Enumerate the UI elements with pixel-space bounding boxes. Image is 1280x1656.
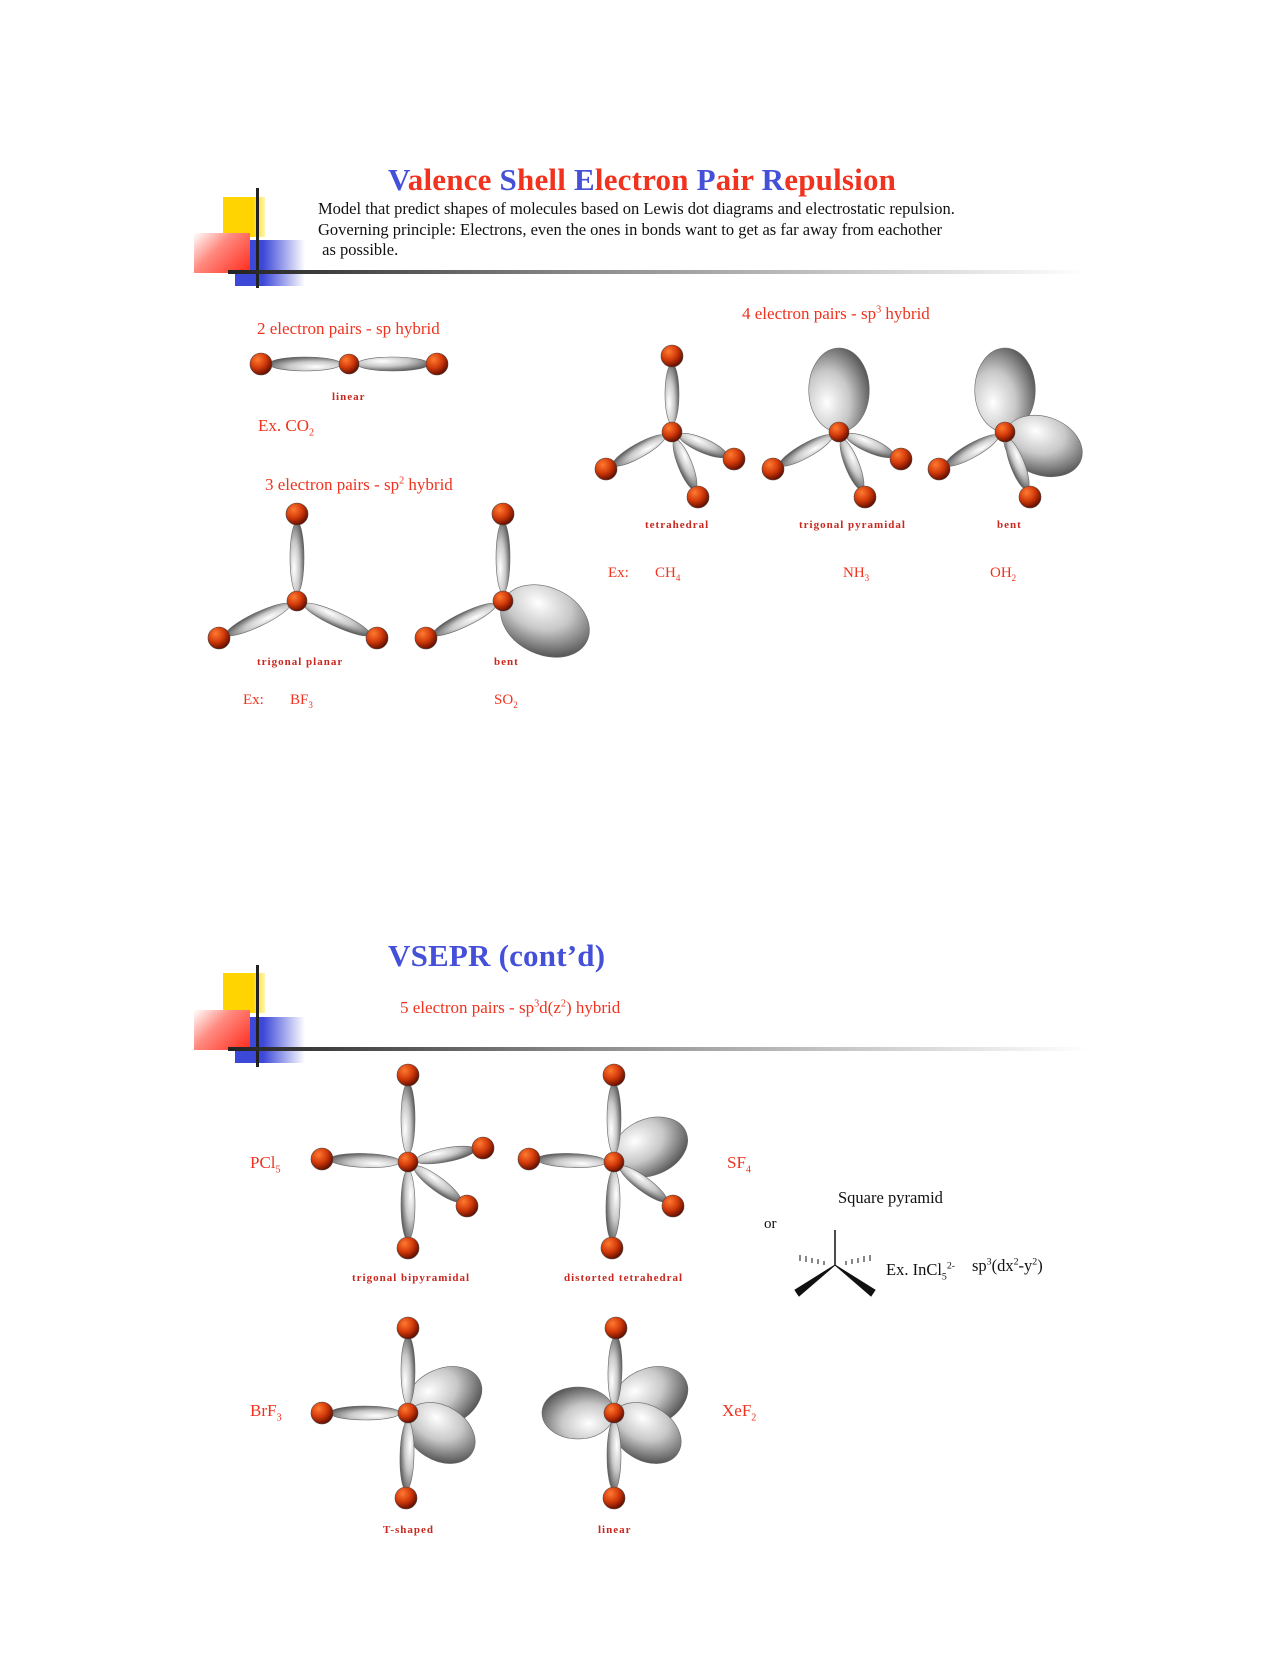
lone-pair-lobe [542,1387,614,1439]
ligand-atom [311,1402,333,1424]
central-atom [339,354,359,374]
central-atom [398,1152,418,1172]
example-bf3 [290,692,313,710]
slide1-subtitle [318,199,955,261]
f: Ex. InCl [886,1260,942,1279]
title-letter: V [388,162,408,197]
s: 2 [1032,1256,1038,1268]
example-ch4 [655,565,680,583]
s: 2 [1011,573,1017,583]
example-so2 [494,692,518,710]
s: 5 [941,1271,947,1283]
charge: 2- [946,1260,956,1272]
example-nh3 [843,565,869,583]
s: 4 [745,1164,752,1176]
ligand-atom [661,345,683,367]
ligand-atom [208,627,230,649]
shape-label-bent-2: bent [997,519,1022,531]
p: sp [972,1256,987,1275]
s: 2 [1013,1256,1019,1268]
shape-label-t-shaped: T-shaped [383,1524,435,1536]
h-pre: 5 electron pairs - sp [400,998,535,1017]
bond-lobe [943,430,1002,471]
f: OH [990,565,1012,581]
subtitle-line: Model that predict shapes of molecules based on Lewis dot diagrams and electrostatic repulsion. [318,199,955,218]
s: 3 [276,1412,282,1424]
slide1-title [388,162,896,198]
h-sup2: 2 [560,998,566,1010]
bond-lobe [607,1083,621,1154]
ligand-atom [687,486,709,508]
shape-label-bent: bent [494,656,519,668]
title-letter: S [499,162,517,197]
ligand-atom [397,1237,419,1259]
ex-label-2: Ex: [608,565,629,581]
example-sf4 [727,1153,751,1175]
s: 5 [275,1164,281,1176]
s: 3 [864,573,870,583]
ex-formula: CO [285,416,310,435]
ligand-atom [762,458,784,480]
bond-lobe [430,598,499,641]
bond-lobe [290,522,304,593]
square-pyramid-label: Square pyramid [838,1188,943,1207]
bond-lobe [301,598,372,641]
bond-lobe [496,522,510,593]
brf3-t-shaped [311,1317,492,1509]
h-post: hybrid [881,304,930,323]
central-atom [662,422,682,442]
shape-label-trigonal-pyramidal: trigonal pyramidal [799,519,906,531]
shape-label-tetrahedral: tetrahedral [645,519,710,531]
bond-lobe [410,1161,465,1207]
f: XeF [722,1401,752,1420]
sp-shape-label: linear [332,391,366,403]
co2-linear [250,353,448,375]
incl5-example [886,1260,955,1282]
bond-lobe [223,598,293,641]
sp3d-heading [400,998,620,1018]
ligand-atom [366,627,388,649]
bond-lobe [401,1083,415,1154]
f: CH [655,565,676,581]
bond-lobe [777,430,836,471]
ligand-atom [601,1237,623,1259]
bond-lobe [269,357,341,371]
oh2-bent [928,348,1091,508]
ligand-atom [605,1317,627,1339]
shape-label-trigonal-planar: trigonal planar [257,656,344,668]
ex-prefix: Ex. [258,416,286,435]
s: 2 [513,700,518,710]
ex-sub: 2 [309,427,315,439]
f: BrF [250,1401,277,1420]
ligand-atom [890,448,912,470]
example-pcl5 [250,1153,281,1175]
bond-lobe [401,1170,415,1240]
sf4-distorted-tetrahedral [518,1064,697,1259]
h-pre: 3 electron pairs - sp [265,475,400,494]
ligand-atom [311,1148,333,1170]
example-brf3 [250,1401,282,1423]
bond-lobe [537,1152,607,1168]
shape-label-trigonal-bipyramidal: trigonal bipyramidal [352,1272,471,1284]
title-letter: E [573,162,595,197]
lone-pair-lobe [809,348,869,432]
ligand-atom [472,1137,494,1159]
ligand-atom [603,1064,625,1086]
subtitle-line: Governing principle: Electrons, even the ones in bonds want to get as far away from eachother [318,219,943,239]
central-atom [493,591,513,611]
title-word: lectron [594,162,689,197]
s: 4 [675,573,681,583]
slide2-title: VSEPR (cont’d) [388,938,606,973]
ligand-atom [492,503,514,525]
ligand-atom [928,458,950,480]
subtitle-line: as possible. [318,240,399,259]
or-text: or [764,1216,777,1232]
nh3-trigonal-pyramidal [762,348,912,508]
ligand-atom [1019,486,1041,508]
bond-lobe [399,1421,415,1490]
sp-example [258,416,314,438]
ligand-atom [854,486,876,508]
h-mid: d(z [539,998,561,1017]
h-pre: 4 electron pairs - sp [742,304,877,323]
h-post: ) hybrid [565,998,621,1017]
bond-lobe [330,1152,400,1168]
bond-lobe [607,1421,621,1490]
s: 3 [308,700,313,710]
central-atom [604,1403,624,1423]
s: 2 [751,1412,757,1424]
f: SF [727,1153,746,1172]
title-letter: P [696,162,716,197]
bf3-trigonal-planar [208,503,388,649]
ligand-atom [426,353,448,375]
bond-lobe [415,1143,477,1168]
ligand-atom [723,448,745,470]
title-word: alence [407,162,492,197]
example-oh2 [990,565,1016,583]
h-post: hybrid [404,475,453,494]
ch4-tetrahedral [595,345,745,508]
ligand-atom [518,1148,540,1170]
ex-label: Ex: [243,692,264,708]
example-xef2 [722,1401,756,1423]
p: (dx [991,1256,1014,1275]
square-pyramid-sketch [795,1230,875,1296]
title-word: hell [517,162,567,197]
h-sup: 3 [876,304,882,316]
ligand-atom [397,1064,419,1086]
title-word: air [715,162,754,197]
shape-label-distorted-tetrahedral: distorted tetrahedral [564,1272,684,1284]
ligand-atom [603,1487,625,1509]
bond-lobe [605,1170,621,1240]
f: SO [494,692,514,708]
central-atom [287,591,307,611]
central-atom [829,422,849,442]
central-atom [398,1403,418,1423]
ligand-atom [415,627,437,649]
central-atom [995,422,1015,442]
bond-lobe [330,1406,400,1420]
ligand-atom [662,1195,684,1217]
sp3-heading [742,304,930,324]
sp2-heading [265,475,453,495]
title-word: epulsion [784,162,897,197]
p: ) [1037,1256,1043,1275]
bond-lobe [401,1336,415,1405]
sp3dx2y2-hybrid [972,1256,1043,1276]
f: BF [290,692,309,708]
title-letter: R [761,162,785,197]
s: 3 [986,1256,992,1268]
sp-heading: 2 electron pairs - sp hybrid [257,319,440,338]
bond-lobe [610,430,669,471]
so2-bent [415,503,601,671]
bond-lobe [357,357,429,371]
central-atom [604,1152,624,1172]
ligand-atom [397,1317,419,1339]
ligand-atom [395,1487,417,1509]
xef2-linear [542,1317,698,1509]
h-sup: 3 [534,998,540,1010]
f: NH [843,565,865,581]
shape-label-linear: linear [598,1524,632,1536]
bond-lobe [665,364,679,424]
ligand-atom [250,353,272,375]
ligand-atom [456,1195,478,1217]
ligand-atom [286,503,308,525]
f: PCl [250,1153,276,1172]
p: -y [1018,1256,1033,1275]
h-sup: 2 [399,475,405,487]
pcl5-trigonal-bipyramidal [311,1064,494,1259]
ligand-atom [595,458,617,480]
